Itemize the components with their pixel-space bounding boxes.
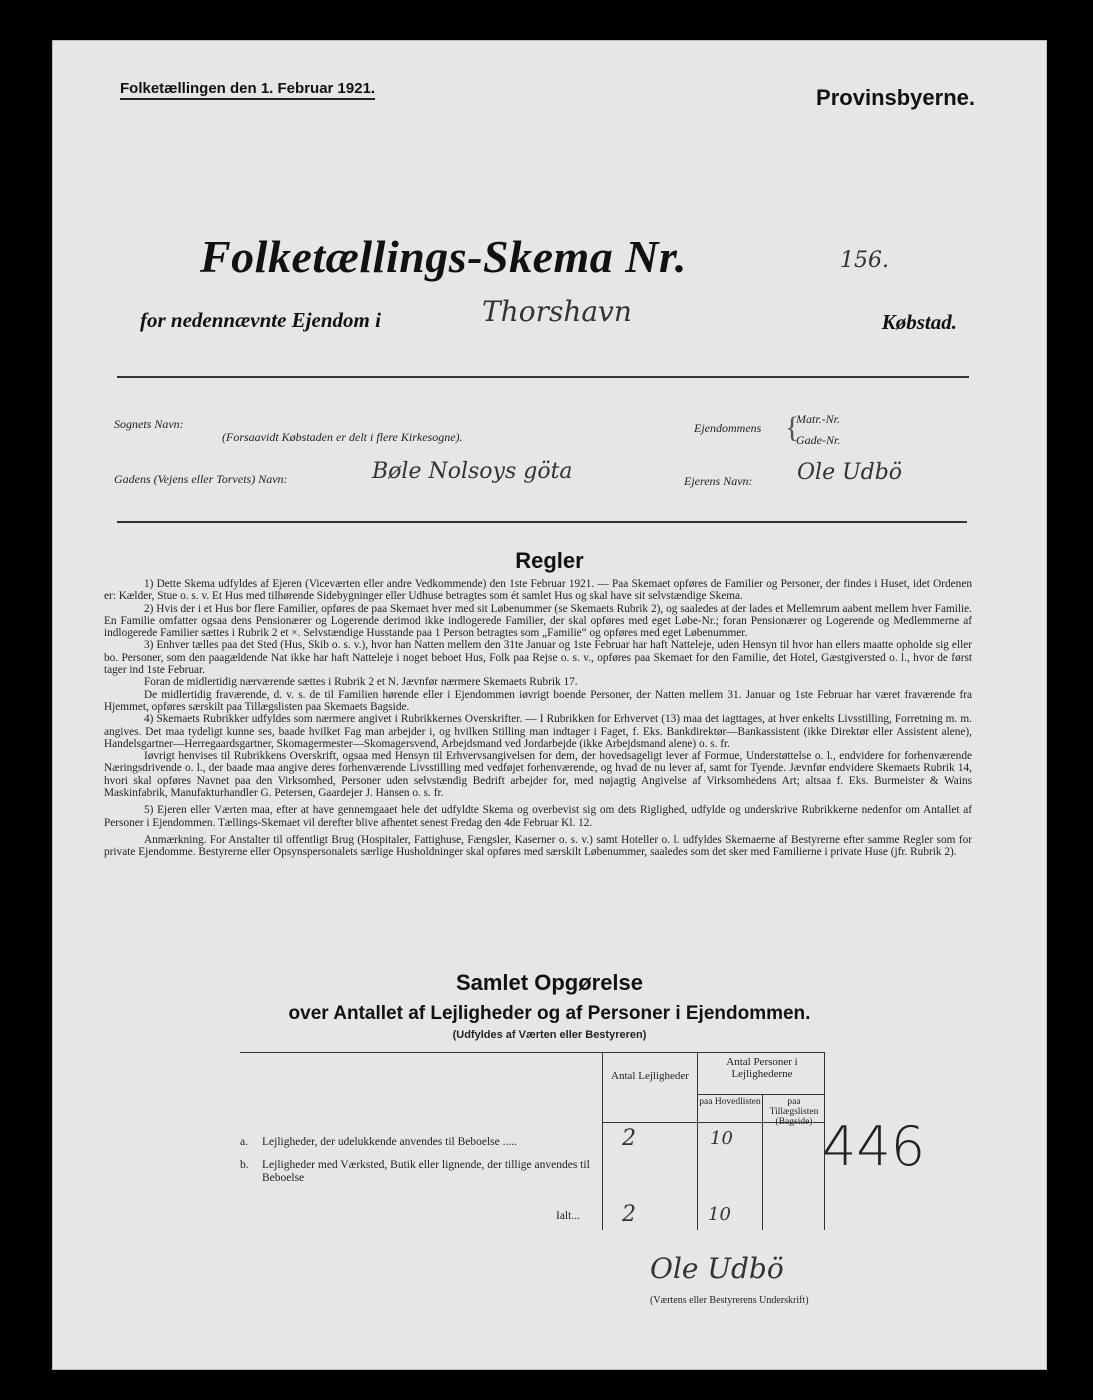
table-border bbox=[697, 1052, 698, 1230]
rules-title: Regler bbox=[515, 548, 584, 573]
rule-paragraph: 1) Dette Skema udfyldes af Ejeren (Viceværten eller andre Vedkommende) den 1ste Februar 1921. — Paa Skemaet opføres de Familier og Personer, der findes i Huset, idet Ordenen er: Kælder, Stue o. s. v. Et Hus med tilhørende Sidebygninger eller Udhuse betragtes som ét samlet Hus og skal have sit selvstændige Skema. bbox=[104, 578, 972, 603]
sogn-note: (Forsaavidt Købstaden er delt i flere Kirkesogne). bbox=[222, 430, 463, 444]
signature-caption: (Værtens eller Bestyrerens Underskrift) bbox=[650, 1295, 809, 1306]
margin-note-handwritten: 446 bbox=[822, 1115, 926, 1178]
col-personer-header: Antal Personer i Lejlighederne bbox=[726, 1056, 798, 1080]
matr-label: Matr.-Nr. bbox=[796, 412, 841, 426]
ialt-hovedliste-handwritten: 10 bbox=[708, 1204, 731, 1225]
rule-paragraph: De midlertidig fraværende, d. v. s. de til Familien hørende eller i Ejendommen iøvrigt boende Personer, der Natten mellem 31. Januar og 1ste Februar har været fraværende fra Hjemmet, opføres særskilt paa Tillægslisten paa Skemaets Bagside. bbox=[104, 688, 972, 713]
divider bbox=[117, 521, 967, 523]
table-border bbox=[602, 1052, 603, 1230]
table-border bbox=[240, 1052, 825, 1053]
census-form-page bbox=[52, 40, 1047, 1370]
col-lejligheder-header: Antal Lejligheder bbox=[611, 1070, 689, 1082]
rule-paragraph: 3) Enhver tælles paa det Sted (Hus, Skib o. s. v.), hvor han Natten mellem den 31te Januar og 1ste Februar har haft Natteleje, uden Hensyn til hvor han ellers maatte opholde sig eller bo. Personer, som den paagældende Nat ikke har haft Natteleje i noget beboet Hus, Folk paa Rejse o. s. v., opføres paa Skemaet for den Familie, det Hotel, Gæstgiversted o. l., hvor de først tager ind 1ste Februar. bbox=[104, 639, 972, 677]
signature-handwritten: Ole Udbö bbox=[650, 1252, 784, 1285]
subtitle-prefix: for nedennævnte Ejendom i bbox=[140, 308, 381, 332]
subtitle-suffix: Købstad. bbox=[881, 310, 957, 334]
summary-subtitle: over Antallet af Lejligheder og af Personer i Ejendommen. bbox=[288, 1003, 811, 1024]
rule-paragraph: Iøvrigt henvises til Rubrikkens Overskrift, ogsaa med Hensyn til Erhvervsangivelsen for dem, der hovedsageligt lever af Formue, Understøttelse o. l., endvidere for forhenværende Næringsdrivende o. l., der baade maa angive deres forhenværende Livsstilling med vedføjet forhenværende, og hvad de nu lever af, samt for Tyende. Jævnfør endvidere Skemaets Rubrik 14, hvori skal opføres Navnet paa den Virksomhed, Personer uden selvstændig Bedrift arbejder for, med nøjagtig Angivelse af Virksomhedens Art; altsaa f. Eks. Burmeister & Wains Maskinfabrik, Manufakturhandler G. Petersen, Gaardejer J. Hansen o. s. fr. bbox=[104, 750, 972, 800]
rule-paragraph: 2) Hvis der i et Hus bor flere Familier, opføres de paa Skemaet hver med sit Løbenummer (se Skemaets Rubrik 2), og saaledes at der lades et Mellemrum aabent mellem hver Familie. En Familie omfatter ogsaa dens Pensionærer og Logerende derimod ikke indlogerede Familier, der skal opføres med eget Løbe-Nr.; foran Pensionærer og Logerende og Medlemmerne af indlogerede Familier sættes i Rubrik 2 et ×. Selvstændige Husstande paa 1 Person betragtes som „Familie“ og opføres med eget Løbenummer. bbox=[104, 602, 972, 640]
census-date-label: Folketællingen den 1. Februar 1921. bbox=[120, 80, 375, 100]
a-hovedliste-handwritten: 10 bbox=[710, 1128, 733, 1149]
ejendommens-label: Ejendommens bbox=[694, 421, 762, 435]
row-b-letter: b. bbox=[240, 1159, 249, 1171]
rules-text bbox=[104, 578, 972, 859]
summary-title: Samlet Opgørelse bbox=[455, 970, 644, 995]
town-handwritten: Thorshavn bbox=[482, 295, 632, 328]
rule-paragraph: Anmærkning. For Anstalter til offentligt Brug (Hospitaler, Fattighuse, Fængsler, Kaserner o. s. v.) samt Hoteller o. l. udfyldes Skemaerne af Bestyrerne efter samme Regler som for private Ejendomme. Bestyrerne eller Opsynspersonalets særlige Husholdninger skal opføres med særskilt Løbenummer, saaledes som det sker med Familierne i private Huse (jfr. Rubrik 2). bbox=[104, 833, 972, 859]
a-lejligheder-handwritten: 2 bbox=[622, 1126, 636, 1151]
row-ialt-label: Ialt... bbox=[556, 1210, 580, 1222]
summary-table bbox=[240, 1052, 825, 1230]
rule-paragraph: 5) Ejeren eller Værten maa, efter at have gennemgaaet hele det udfyldte Skema og overbevist sig om dets Riglighed, udfylde og underskrive Rubrikkerne nedenfor om Antallet af Personer i Ejendommen. Tællings-Skemaet vil derefter blive afhentet senest Fredag den 4de Februar Kl. 12. bbox=[104, 804, 972, 829]
gade-nr-label: Gade-Nr. bbox=[796, 433, 841, 447]
region-label: Provinsbyerne. bbox=[816, 85, 975, 110]
ejer-handwritten: Ole Udbö bbox=[797, 460, 903, 485]
col-hoved-header: paa Hovedlisten bbox=[699, 1097, 761, 1107]
form-title: Folketællings-Skema Nr. bbox=[200, 231, 687, 282]
row-a-letter: a. bbox=[240, 1136, 248, 1148]
rule-paragraph: 4) Skemaets Rubrikker udfyldes som nærmere angivet i Rubrikkernes Overskrifter. — I Rubrikken for Erhvervet (13) maa det iagttages, at hver enkelts Livsstilling, Forretning m. m. angives. Det maa tydeligt kunne ses, baade hvilket Fag man arbejder i, og hvilken Stilling man indtager i Faget, f. Eks. Bankdirektør—Bankassistent (ikke Direktør eller Assistent alene), Handelsgartner—Herregaardsgartner, Skomagermester—Skomagersvend, Arbejdsmand ved Jordarbejde (ikke Arbejdsmand alene) o. s. fr. bbox=[104, 713, 972, 750]
divider bbox=[117, 376, 969, 378]
table-border bbox=[762, 1094, 763, 1230]
table-border bbox=[697, 1094, 825, 1095]
brace: { bbox=[785, 411, 800, 444]
col-tillaeg-header: paa Tillægslisten (Bagside) bbox=[769, 1097, 819, 1127]
ialt-lejligheder-handwritten: 2 bbox=[622, 1202, 636, 1227]
row-b-label: Lejligheder med Værksted, Butik eller lignende, der tillige anvendes til Beboelse bbox=[262, 1159, 590, 1184]
gade-navn-label: Gadens (Vejens eller Torvets) Navn: bbox=[114, 472, 288, 486]
ejer-label: Ejerens Navn: bbox=[684, 474, 753, 488]
gade-navn-handwritten: Bøle Nolsoys göta bbox=[372, 459, 573, 484]
form-number-handwritten: 156. bbox=[840, 248, 889, 273]
rule-paragraph: Foran de midlertidig nærværende sættes i Rubrik 2 et N. Jævnfør nærmere Skemaets Rubrik 17. bbox=[144, 676, 578, 689]
sogn-label: Sognets Navn: bbox=[114, 417, 184, 431]
summary-note: (Udfyldes af Værten eller Bestyreren) bbox=[452, 1029, 647, 1041]
row-a-label: Lejligheder, der udelukkende anvendes til Beboelse ..... bbox=[262, 1136, 518, 1148]
